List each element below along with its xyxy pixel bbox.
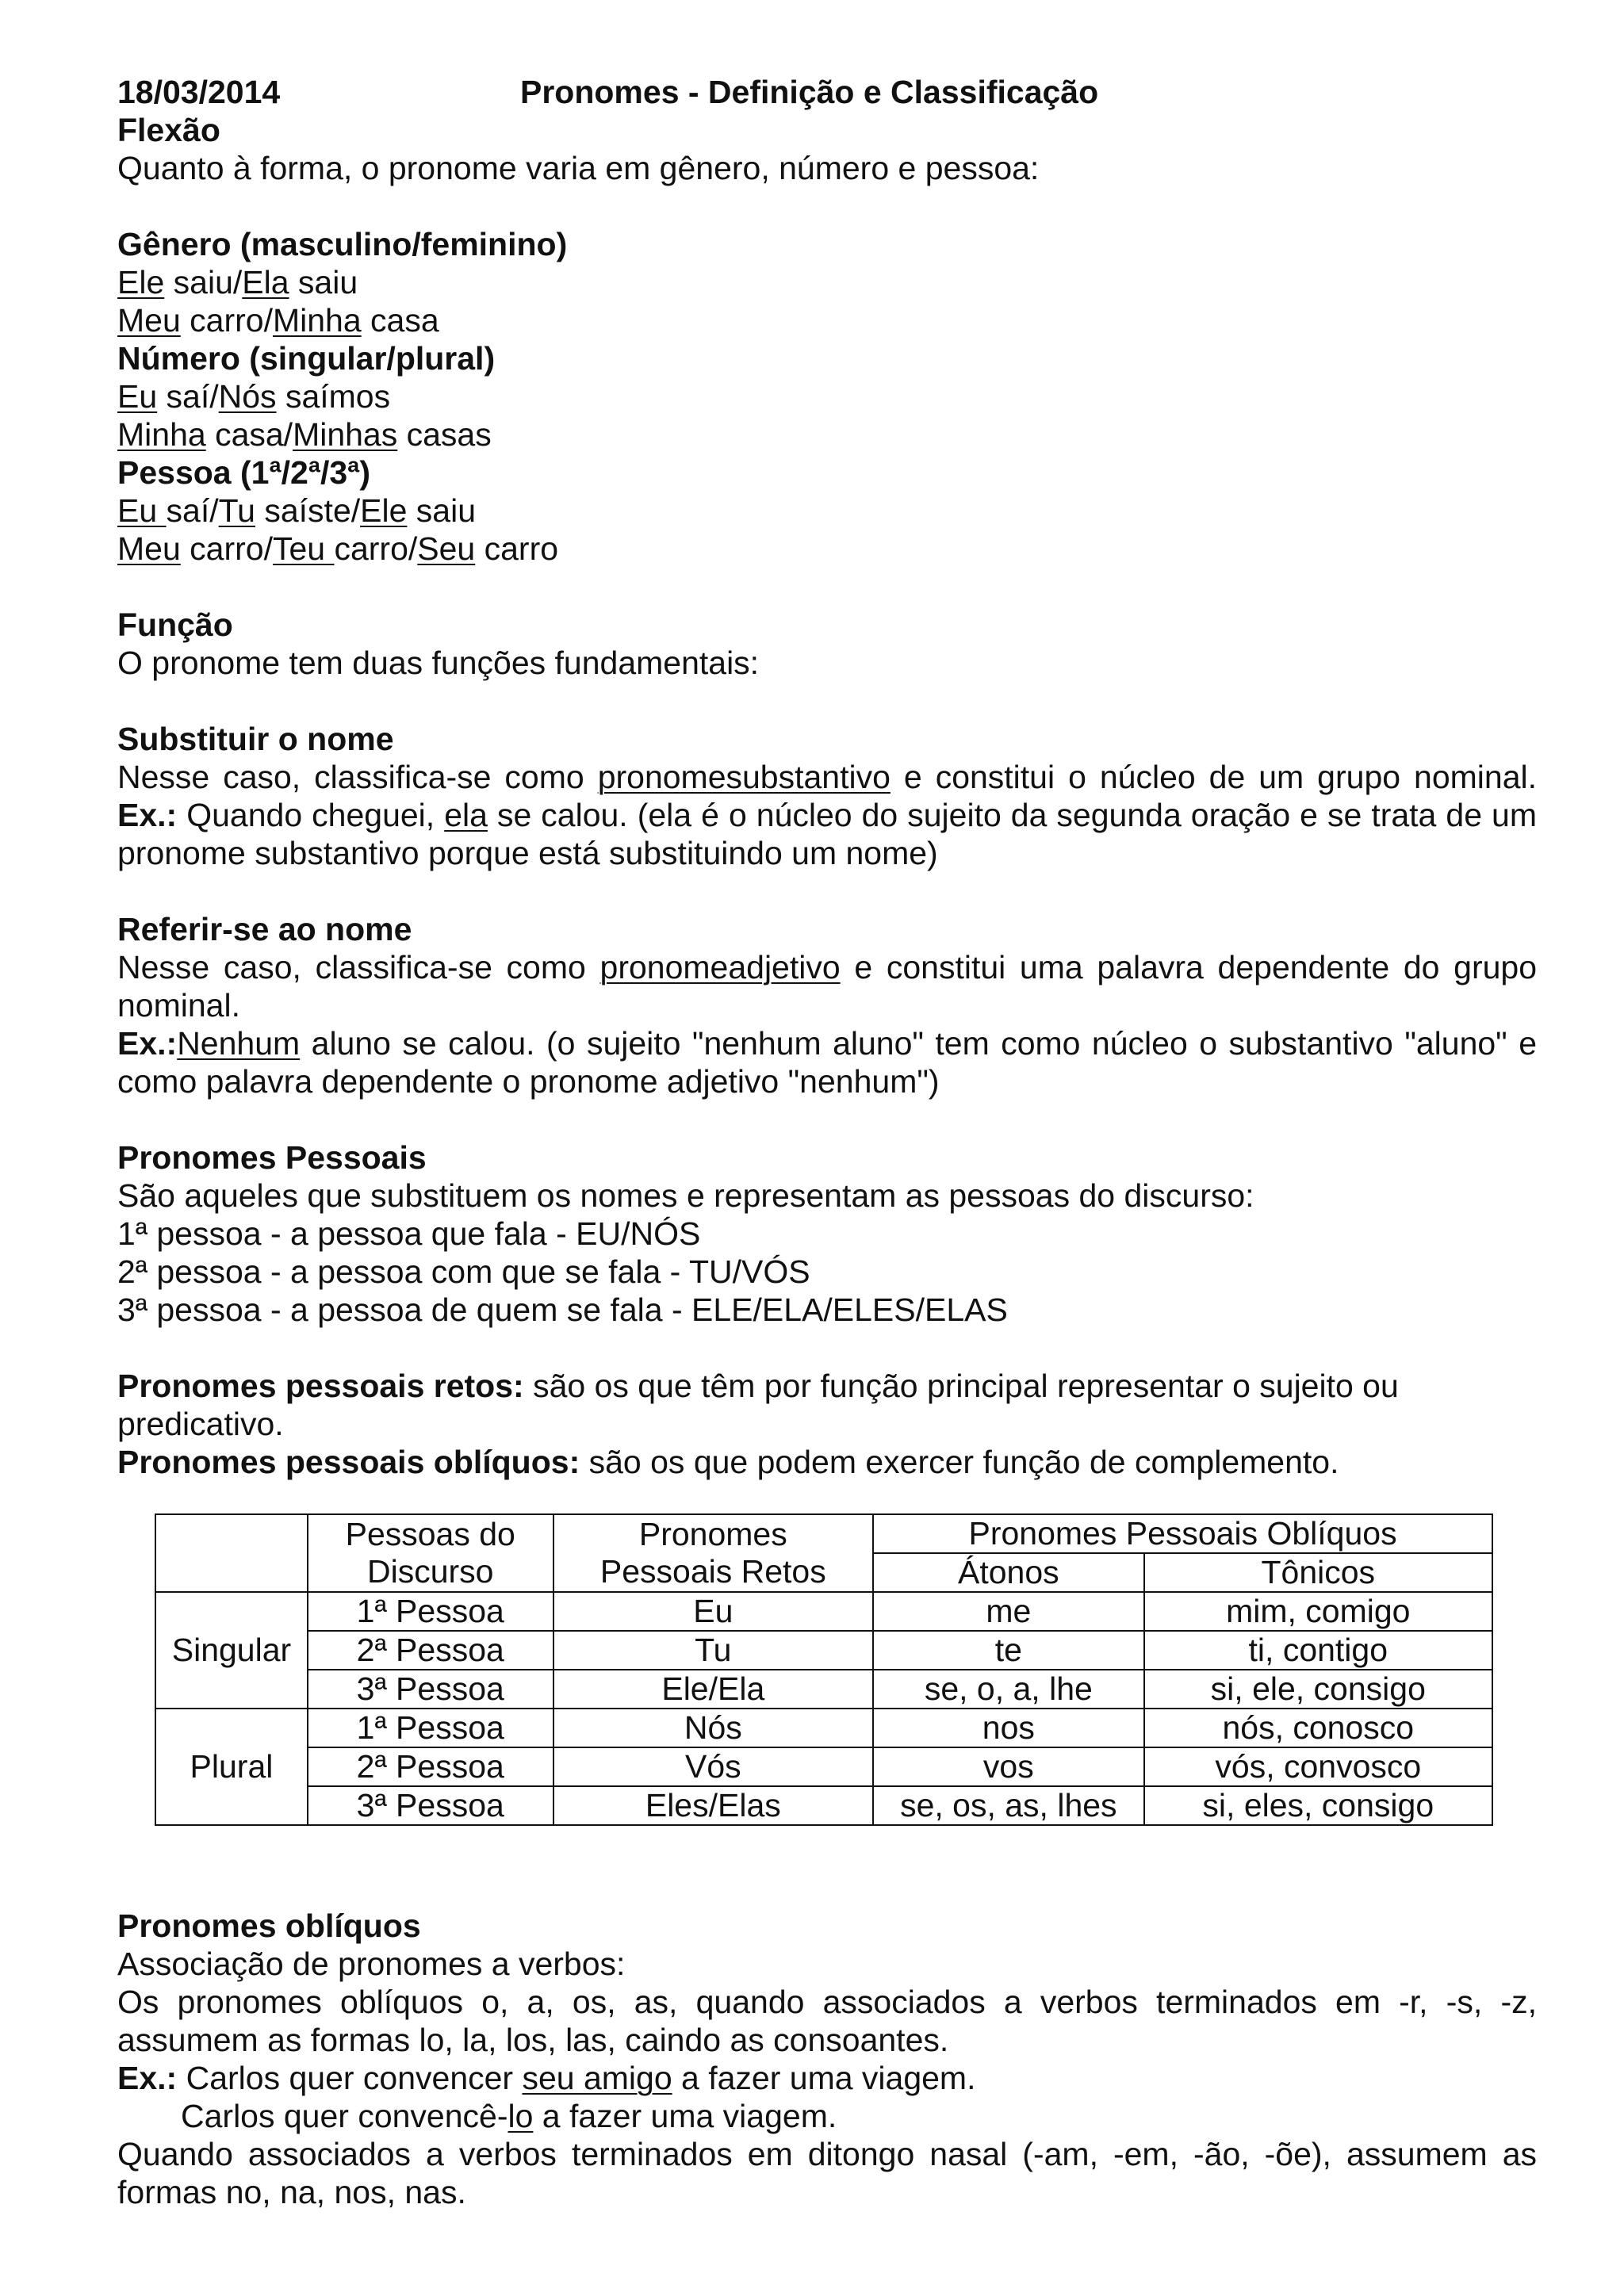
flexao-heading: Flexão xyxy=(117,112,220,148)
table-header-retos: Pronomes Pessoais Retos xyxy=(553,1514,874,1592)
numero-heading: Número (singular/plural) xyxy=(117,340,496,377)
substituir-heading: Substituir o nome xyxy=(117,721,394,757)
table-row: Plural 1ª Pessoa Nós nos nós, conosco xyxy=(155,1709,1492,1747)
table-header-tonicos: Tônicos xyxy=(1144,1553,1492,1592)
referir-paragraph: Nesse caso, classifica-se como pronomeadjetivo e constitui uma palavra dependente do grupo nominal. xyxy=(117,949,1537,1024)
flexao-intro: Quanto à forma, o pronome varia em gênero, número e pessoa: xyxy=(117,150,1040,186)
table-row: Singular 1ª Pessoa Eu me mim, comigo xyxy=(155,1592,1492,1631)
funcao-intro: O pronome tem duas funções fundamentais: xyxy=(117,645,760,681)
referir-example: Ex.:Nenhum aluno se calou. (o sujeito "nenhum aluno" tem como núcleo o substantivo "aluno" e como palavra dependente o pronome adjetivo "nenhum") xyxy=(117,1025,1537,1100)
pessoa-heading: Pessoa (1ª/2ª/3ª) xyxy=(117,454,371,491)
obliquos-paragraph-2: Quando associados a verbos terminados em ditongo nasal (-am, -em, -ão, -õe), assumem as formas no, na, nos, nas. xyxy=(117,2136,1537,2210)
header-line xyxy=(117,73,1537,111)
header-date: 18/03/2014 xyxy=(117,74,281,110)
table-header-atonos: Átonos xyxy=(873,1553,1144,1592)
table-row: 2ª Pessoa Vós vos vós, convosco xyxy=(155,1747,1492,1786)
referir-heading: Referir-se ao nome xyxy=(117,911,412,947)
obliquos-example-2: Carlos quer convencê-lo a fazer uma viagem. xyxy=(181,2098,837,2134)
table-row: 3ª Pessoa Ele/Ela se, o, a, lhe si, ele, consigo xyxy=(155,1670,1492,1709)
substituir-paragraph: Nesse caso, classifica-se como pronomesubstantivo e constitui o núcleo de um grupo nominal. Ex.: Quando cheguei, ela se calou. (ela é o núcleo do sujeito da segunda oração e se trata de um pronome substantivo porque está substituindo um nome) xyxy=(117,759,1538,871)
pessoais-item-2: 2ª pessoa - a pessoa com que se fala - TU/VÓS xyxy=(117,1253,810,1290)
funcao-heading: Função xyxy=(117,607,233,643)
retos-definition: Pronomes pessoais retos: são os que têm por função principal representar o sujeito ou predicativo. xyxy=(117,1368,1399,1442)
numero-example-2: Minha casa/Minhas casas xyxy=(117,416,492,453)
table-group-plural: Plural xyxy=(155,1709,308,1825)
table-row: 2ª Pessoa Tu te ti, contigo xyxy=(155,1631,1492,1670)
table-header-obliquos: Pronomes Pessoais Oblíquos xyxy=(873,1514,1492,1553)
document-page xyxy=(117,73,1537,1481)
genero-heading: Gênero (masculino/feminino) xyxy=(117,226,568,262)
table-corner-cell xyxy=(155,1514,308,1592)
table-group-singular: Singular xyxy=(155,1592,308,1709)
obliquos-paragraph-1: Os pronomes oblíquos o, a, os, as, quando associados a verbos terminados em -r, -s, -z, assumem as formas lo, la, los, las, caindo as consoantes. xyxy=(117,1984,1537,2058)
genero-example-2: Meu carro/Minha casa xyxy=(117,302,439,339)
obliquos-intro: Associação de pronomes a verbos: xyxy=(117,1946,626,1982)
obliquos-heading: Pronomes oblíquos xyxy=(117,1908,421,1944)
pessoais-item-3: 3ª pessoa - a pessoa de quem se fala - ELE/ELA/ELES/ELAS xyxy=(117,1292,1008,1328)
pessoais-heading: Pronomes Pessoais xyxy=(117,1139,427,1176)
pronouns-table xyxy=(155,1513,1493,1826)
obliquos-definition: Pronomes pessoais oblíquos: são os que podem exercer função de complemento. xyxy=(117,1444,1339,1480)
table-header-pessoas: Pessoas do Discurso xyxy=(308,1514,553,1592)
pessoais-intro: São aqueles que substituem os nomes e representam as pessoas do discurso: xyxy=(117,1177,1254,1214)
obliquos-example-1: Ex.: Carlos quer convencer seu amigo a fazer uma viagem. xyxy=(117,2060,976,2096)
numero-example-1: Eu saí/Nós saímos xyxy=(117,378,391,415)
table-row: 3ª Pessoa Eles/Elas se, os, as, lhes si, eles, consigo xyxy=(155,1786,1492,1825)
genero-example-1: Ele saiu/Ela saiu xyxy=(117,264,358,300)
pessoa-example-1: Eu saí/Tu saíste/Ele saiu xyxy=(117,492,477,529)
header-title: Pronomes - Definição e Classificação xyxy=(520,74,1099,110)
pessoa-example-2: Meu carro/Teu carro/Seu carro xyxy=(117,530,559,567)
pessoais-item-1: 1ª pessoa - a pessoa que fala - EU/NÓS xyxy=(117,1215,701,1252)
obliquos-section xyxy=(117,1907,1537,2211)
